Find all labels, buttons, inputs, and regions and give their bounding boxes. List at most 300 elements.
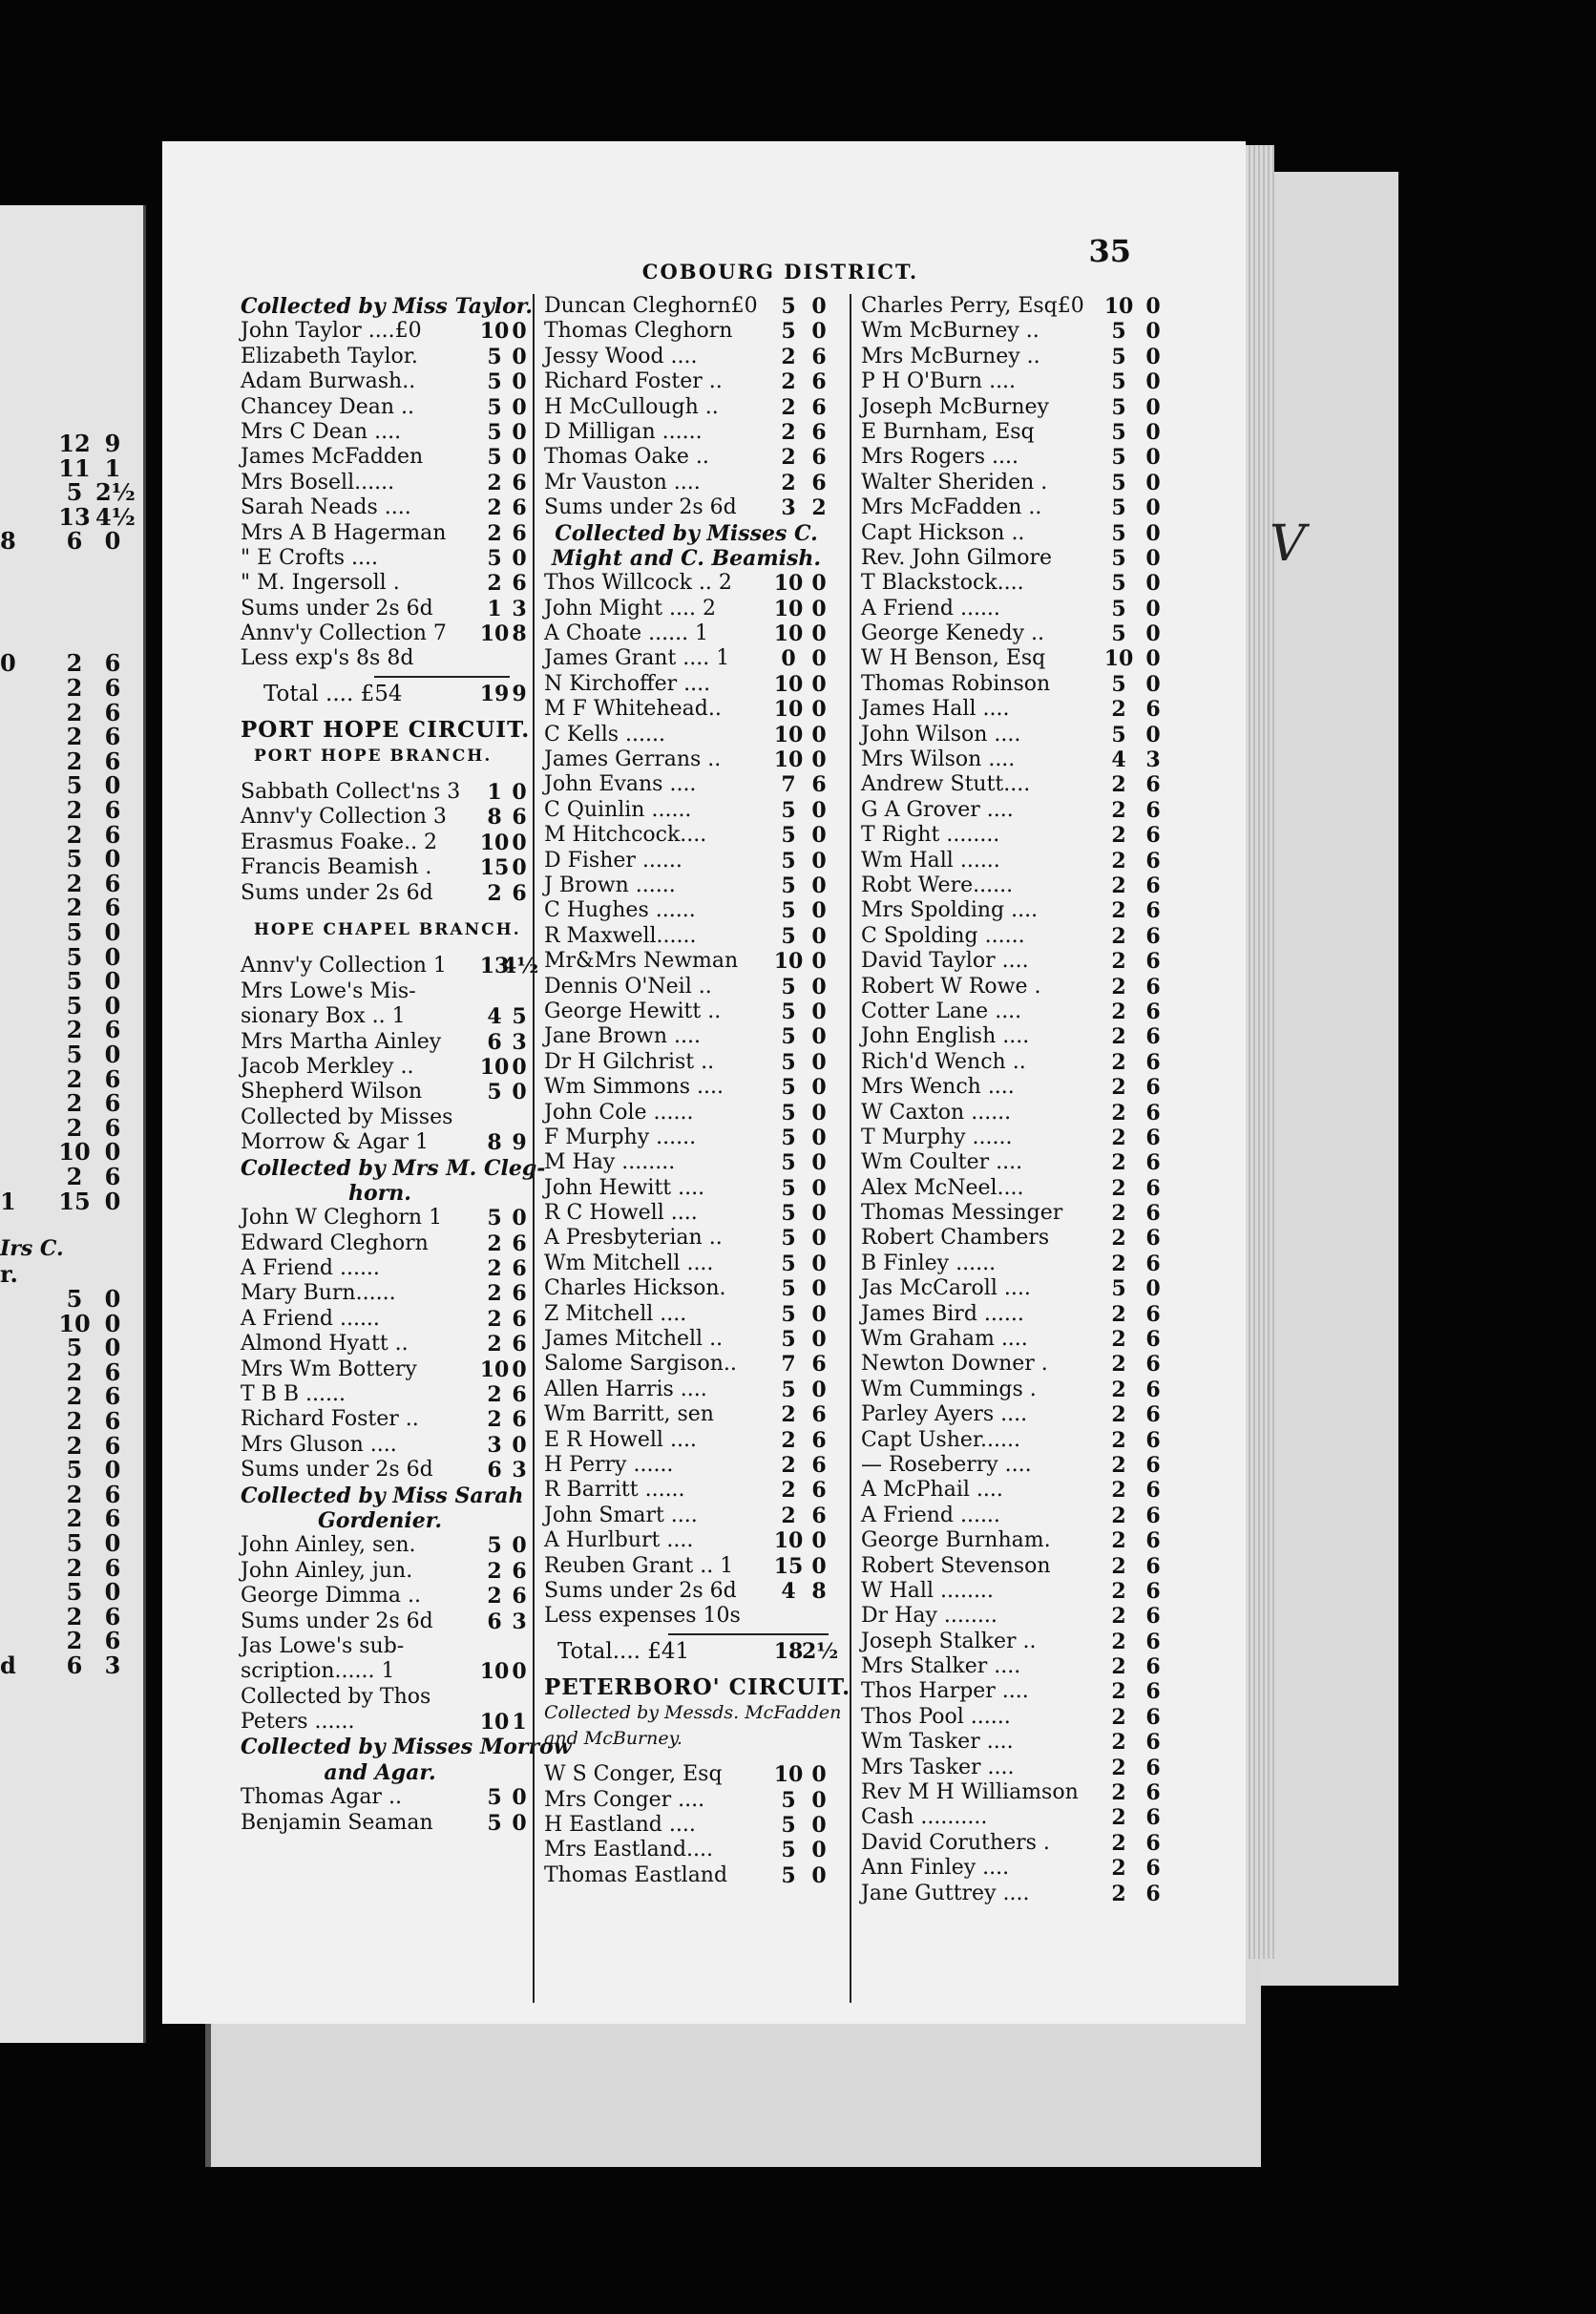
pence-value: 8	[512, 621, 527, 647]
ledger-row	[241, 621, 527, 647]
ledger-row	[851, 1453, 1166, 1478]
shillings-value: 2	[781, 470, 796, 495]
rule-line	[535, 1630, 838, 1639]
entry-name: Chancey Dean ..	[241, 394, 414, 419]
ledger-row	[535, 747, 838, 772]
pence-value: 0	[811, 949, 827, 975]
pence-value: 6	[1145, 1201, 1161, 1227]
entry-name: A Friend ......	[241, 1306, 380, 1331]
ledger-row	[535, 1504, 838, 1528]
fragment-value: 6	[104, 1407, 121, 1435]
ledger-row	[535, 772, 838, 797]
pence-value: 6	[1145, 772, 1161, 798]
entry-name: Wm Cummings .	[861, 1377, 1037, 1401]
shillings-value: 15	[773, 1553, 804, 1579]
shillings-value: 7	[781, 772, 796, 798]
entry-name: W S Conger, Esq	[544, 1762, 723, 1787]
pence-value: 0	[811, 1528, 827, 1554]
fragment-value: 2	[66, 820, 83, 849]
entry-name: Cotter Lane ....	[861, 999, 1022, 1023]
shillings-value: 10	[773, 621, 804, 647]
pence-value: 6	[1145, 923, 1161, 949]
ledger-row	[535, 571, 838, 596]
entry-name: Wm Coulter ....	[861, 1150, 1023, 1175]
entry-name: Less expenses 10s	[544, 1604, 741, 1629]
entry-name: Mrs Wilson ....	[861, 747, 1016, 772]
ledger-row	[851, 1327, 1166, 1352]
entry-name: M F Whitehead..	[544, 697, 722, 722]
shillings-value: 4	[781, 1578, 796, 1604]
shillings-value: 10	[479, 1054, 510, 1080]
ledger-row	[535, 1378, 838, 1402]
ledger-row	[851, 1402, 1166, 1427]
entry-name: T B B ......	[241, 1382, 346, 1407]
entry-name: G A Grover ....	[861, 797, 1014, 822]
shillings-value: 5	[487, 369, 502, 395]
fragment-value: 0	[104, 1309, 121, 1337]
fragment-value: 0	[104, 991, 121, 1020]
pence-value: 0	[512, 830, 527, 855]
margin-pencil-mark: V	[1270, 515, 1306, 573]
ledger-row	[851, 723, 1166, 747]
entry-name: George Kenedy ..	[861, 621, 1044, 646]
section-heading	[241, 1735, 572, 1760]
pence-value: 6	[512, 1231, 527, 1256]
ledger-row	[851, 1805, 1166, 1830]
fragment-value: 0	[104, 527, 121, 556]
ledger-row	[535, 1024, 838, 1049]
shillings-value: 2	[1111, 1075, 1126, 1101]
pence-value: 6	[1145, 1402, 1161, 1428]
pence-value: 6	[811, 419, 827, 445]
fragment-value: 0	[104, 967, 121, 996]
entry-name: Mrs Lowe's Mis-	[241, 978, 416, 1003]
pence-value: 6	[512, 1382, 527, 1408]
entry-name: Mrs Eastland....	[544, 1838, 714, 1862]
fragment-value: 2	[66, 723, 83, 751]
column-1	[241, 294, 572, 2003]
pence-value: 3	[512, 596, 527, 621]
ledger-row	[851, 445, 1166, 470]
pence-value: 6	[811, 369, 827, 395]
entry-name: Wm Tasker ....	[861, 1730, 1014, 1755]
entry-name: Ann Finley ....	[861, 1856, 1010, 1881]
ledger-row	[851, 823, 1166, 848]
pence-value: 0	[811, 1276, 827, 1302]
entry-name: Erasmus Foake.. 2	[241, 830, 438, 854]
ledger-row	[851, 319, 1166, 344]
entry-name: Mrs Rogers ....	[861, 445, 1019, 470]
pence-value: 0	[811, 797, 827, 823]
ledger-row	[851, 521, 1166, 546]
spacer	[535, 1751, 838, 1762]
fragment-value: 11	[58, 453, 91, 482]
entry-name: Thomas Messinger	[861, 1201, 1063, 1226]
shillings-value: 2	[487, 1407, 502, 1433]
ledger-row	[241, 1432, 527, 1458]
fragment-value: 6	[104, 649, 121, 678]
fragment-text: 0	[0, 649, 16, 678]
pence-value: 0	[811, 1251, 827, 1276]
shillings-value: 6	[487, 1458, 502, 1483]
entry-name: Dr H Gilchrist ..	[544, 1049, 715, 1074]
entry-name: Mrs Tasker ....	[861, 1755, 1015, 1779]
shillings-value: 5	[781, 294, 796, 319]
shillings-value: 2	[781, 369, 796, 395]
entry-name: D Fisher ......	[544, 848, 682, 873]
entry-name: Thomas Agar ..	[241, 1785, 402, 1810]
entry-name: Total.... £41	[557, 1638, 690, 1664]
pence-value: 0	[512, 445, 527, 471]
shillings-value: 6	[487, 1609, 502, 1634]
shillings-value: 5	[781, 974, 796, 999]
entry-name: James Grant .... 1	[544, 646, 730, 671]
pence-value: 6	[1145, 1125, 1161, 1150]
shillings-value: 10	[479, 1710, 510, 1736]
entry-name: Dr Hay ........	[861, 1604, 998, 1629]
shillings-value: 2	[487, 1584, 502, 1609]
pence-value: 6	[512, 1407, 527, 1433]
entry-name: Wm Simmons ....	[544, 1075, 724, 1100]
shillings-value: 2	[1111, 1881, 1126, 1906]
fragment-value: 15	[58, 1187, 91, 1215]
entry-name: Mrs Wm Bottery	[241, 1357, 417, 1381]
entry-name: Wm Graham ....	[861, 1327, 1028, 1352]
entry-name: John Evans ....	[544, 772, 697, 797]
entry-name: N Kirchoffer ....	[544, 671, 711, 696]
ledger-row	[851, 1705, 1166, 1730]
entry-name: Capt Hickson ..	[861, 520, 1025, 545]
fragment-value: 0	[104, 942, 121, 971]
shillings-value: 5	[781, 1226, 796, 1252]
shillings-value: 5	[781, 1150, 796, 1176]
pence-value: 0	[512, 344, 527, 369]
pence-value: 0	[811, 1377, 827, 1402]
entry-name: C Kells ......	[544, 722, 666, 747]
pence-value: 6	[1145, 873, 1161, 898]
entry-name: Andrew Stutt....	[861, 772, 1031, 797]
ledger-row	[241, 646, 519, 671]
pence-value: 6	[1145, 898, 1161, 924]
entry-name: Wm Hall ......	[861, 848, 1000, 873]
ledger-row	[535, 1176, 838, 1201]
entry-name: Collected by Mrs M. Cleg-	[241, 1155, 546, 1181]
pence-value: 6	[811, 1427, 827, 1453]
entry-name: Cash ..........	[861, 1805, 988, 1830]
shillings-value: 5	[781, 1049, 796, 1075]
shillings-value: 2	[1111, 923, 1126, 949]
ledger-row	[535, 949, 838, 974]
shillings-value: 10	[479, 319, 510, 345]
ledger-row	[851, 471, 1166, 495]
entry-name: C Spolding ......	[861, 923, 1025, 948]
ledger-row	[241, 1558, 527, 1584]
ledger-row	[241, 1206, 527, 1231]
entry-name: George Dimma ..	[241, 1584, 421, 1609]
entry-name: Rev. John Gilmore	[861, 545, 1053, 570]
entry-name: Edward Cleghorn	[241, 1231, 429, 1255]
shillings-value: 5	[487, 1533, 502, 1559]
entry-name: James Bird ......	[861, 1301, 1024, 1326]
ledger-row	[851, 1554, 1166, 1579]
entry-name: Allen Harris ....	[544, 1377, 707, 1401]
pence-value: 6	[1145, 1780, 1161, 1806]
pence-value: 0	[811, 999, 827, 1024]
section-heading	[241, 1508, 519, 1533]
ledger-row	[535, 1352, 838, 1377]
pence-value: 0	[512, 780, 527, 806]
shillings-value: 2	[1111, 1503, 1126, 1528]
shillings-value: 5	[781, 1276, 796, 1302]
section-heading	[241, 1181, 519, 1206]
running-head: COBOURG DISTRICT.	[641, 260, 919, 284]
pence-value: 6	[512, 495, 527, 521]
entry-name: Adam Burwash..	[241, 369, 416, 394]
ledger-row	[241, 1710, 527, 1736]
fragment-value: 5	[66, 918, 83, 946]
pence-value: 6	[1145, 1024, 1161, 1050]
fragment-value: 5	[66, 1578, 83, 1607]
shillings-value: 2	[487, 1558, 502, 1584]
branch-heading	[241, 917, 519, 942]
shillings-value: 5	[1111, 545, 1126, 571]
ledger-row	[241, 1458, 527, 1483]
fragment-value: 2	[66, 796, 83, 824]
pence-value: 0	[512, 1357, 527, 1382]
pence-value: 6	[811, 1352, 827, 1378]
pence-value: 0	[1145, 646, 1161, 672]
pence-value: 0	[512, 1659, 527, 1685]
ledger-row	[851, 1654, 1166, 1679]
ledger-row	[851, 571, 1166, 596]
entry-name: T Blackstock....	[861, 571, 1024, 596]
ledger-row	[851, 1226, 1166, 1251]
ledger-row	[241, 1584, 527, 1609]
ledger-row	[851, 345, 1166, 369]
entry-name: scription...... 1	[241, 1659, 395, 1684]
fragment-value: 0	[104, 771, 121, 800]
pence-value: 0	[811, 747, 827, 773]
entry-name: PORT HOPE CIRCUIT.	[241, 717, 531, 744]
entry-name: Collected by Messds. McFadden	[544, 1702, 842, 1724]
entry-name: James McFadden	[241, 445, 424, 470]
ledger-row	[535, 445, 838, 470]
entry-name: Robert Chambers	[861, 1226, 1050, 1251]
pence-value: 0	[811, 722, 827, 747]
entry-name: Jas McCaroll ....	[861, 1276, 1031, 1301]
shillings-value: 2	[1111, 1629, 1126, 1654]
pence-value: 3	[1145, 747, 1161, 773]
ledger-row	[241, 394, 527, 420]
pence-value: 0	[811, 823, 827, 849]
pence-value: 2	[811, 495, 827, 521]
shillings-value: 5	[781, 999, 796, 1024]
ledger-row	[851, 999, 1166, 1024]
pence-value: 6	[1145, 1377, 1161, 1402]
fragment-value: 5	[66, 1334, 83, 1362]
pence-value: 6	[512, 805, 527, 831]
shillings-value: 5	[487, 1080, 502, 1105]
ledger-row	[535, 1478, 838, 1503]
shillings-value: 2	[781, 1402, 796, 1428]
ledger-row	[241, 419, 527, 445]
shillings-value: 1	[487, 596, 502, 621]
fragment-value: 6	[104, 1163, 121, 1190]
pence-value: 0	[1145, 545, 1161, 571]
pence-value: 9	[512, 1130, 527, 1156]
entry-name: Total .... £54	[263, 681, 403, 706]
fragment-value: 9	[104, 430, 121, 457]
ledger-row	[535, 1428, 838, 1453]
pence-value: 0	[512, 394, 527, 420]
entry-name: Wm Mitchell ....	[544, 1251, 714, 1275]
ledger-row	[241, 445, 527, 471]
shillings-value: 5	[781, 1100, 796, 1125]
shillings-value: 5	[1111, 470, 1126, 495]
fragment-value: 13	[58, 502, 91, 531]
entry-name: Thomas Cleghorn	[544, 319, 733, 344]
entry-name: Mrs C Dean ....	[241, 419, 402, 444]
ledger-row	[851, 1856, 1166, 1881]
shillings-value: 2	[487, 1231, 502, 1256]
ledger-row	[851, 1630, 1166, 1654]
ledger-row	[535, 873, 838, 898]
shillings-value: 10	[773, 596, 804, 621]
entry-name: A Choate ...... 1	[544, 621, 709, 646]
entry-name: R Barritt ......	[544, 1478, 685, 1503]
pence-value: 0	[512, 1432, 527, 1458]
pence-value: 6	[811, 445, 827, 471]
shillings-value: 10	[773, 1528, 804, 1554]
fragment-row	[0, 1651, 143, 1680]
shillings-value: 5	[781, 797, 796, 823]
shillings-value: 2	[781, 1427, 796, 1453]
fragment-value: 10	[58, 1309, 91, 1337]
entry-name: Collected by Thos	[241, 1684, 431, 1709]
pence-value: 0	[512, 1206, 527, 1231]
ledger-row	[851, 1528, 1166, 1553]
ledger-row	[851, 1428, 1166, 1453]
ledger-row	[241, 520, 527, 546]
fragment-value: 5	[66, 1041, 83, 1068]
shillings-value: 5	[781, 1327, 796, 1353]
shillings-value: 2	[781, 1478, 796, 1504]
ledger-row	[535, 597, 838, 621]
section-heading	[241, 1760, 519, 1785]
ledger-row	[535, 395, 838, 420]
fragment-value: 2	[66, 869, 83, 897]
pence-value: 6	[811, 1478, 827, 1504]
shillings-value: 5	[781, 1175, 796, 1201]
entry-name: Mrs Gluson ....	[241, 1432, 397, 1457]
entry-name: Annv'y Collection 7	[241, 621, 447, 646]
shillings-value: 2	[1111, 797, 1126, 823]
shillings-value: 2	[1111, 1478, 1126, 1504]
shillings-value: 5	[781, 923, 796, 949]
entry-name: Sabbath Collect'ns 3	[241, 780, 461, 805]
pence-value: 0	[811, 294, 827, 319]
entry-name: Capt Usher......	[861, 1427, 1020, 1452]
entry-name: C Quinlin ......	[544, 797, 692, 822]
pence-value: 0	[811, 923, 827, 949]
ledger-row	[851, 1024, 1166, 1049]
pence-value: 6	[1145, 1629, 1161, 1654]
shillings-value: 2	[487, 520, 502, 546]
shillings-value: 2	[781, 419, 796, 445]
pence-value: 0	[512, 419, 527, 445]
pence-value: 0	[512, 1054, 527, 1080]
ledger-row	[241, 1810, 527, 1836]
entry-name: PETERBORO' CIRCUIT.	[544, 1674, 851, 1701]
pence-value: 0	[512, 1785, 527, 1811]
entry-name: W Caxton ......	[861, 1100, 1012, 1125]
ledger-row	[241, 1407, 527, 1433]
entry-name: Thos Willcock .. 2	[544, 571, 732, 596]
shillings-value: 2	[1111, 1679, 1126, 1705]
shillings-value: 2	[1111, 1704, 1126, 1730]
circuit-heading	[535, 1674, 851, 1701]
ledger-row	[535, 849, 838, 873]
fragment-value: 5	[66, 1285, 83, 1313]
pence-value: 6	[1145, 1805, 1161, 1831]
entry-name: Sums under 2s 6d	[544, 495, 737, 520]
shillings-value: 10	[479, 1357, 510, 1382]
fragment-value: 6	[104, 1553, 121, 1582]
ledger-row	[241, 1231, 527, 1256]
pence-value: 6	[1145, 1301, 1161, 1327]
entry-name: Almond Hyatt ..	[241, 1332, 409, 1357]
fragment-value: 6	[104, 1382, 121, 1411]
ledger-row	[241, 470, 527, 495]
shillings-value: 2	[1111, 1830, 1126, 1856]
ledger-row	[241, 545, 527, 571]
pence-value: 0	[811, 571, 827, 597]
ledger-row	[241, 1054, 527, 1080]
ledger-row	[241, 1382, 527, 1408]
entry-name: Gordenier.	[317, 1507, 442, 1533]
entry-name: James Hall ....	[861, 697, 1010, 722]
fragment-value: 5	[66, 942, 83, 971]
pence-value: 0	[1145, 571, 1161, 597]
fragment-value: 0	[104, 1578, 121, 1607]
fragment-value: 0	[104, 1285, 121, 1313]
entry-name: Mrs Stalker ....	[861, 1654, 1021, 1679]
ledger-row	[851, 1679, 1166, 1704]
ledger-row	[851, 1050, 1166, 1075]
pence-value: 6	[811, 1402, 827, 1428]
spacer	[241, 906, 519, 917]
entry-name: Thomas Oake ..	[544, 445, 709, 470]
shillings-value: 10	[773, 571, 804, 597]
pence-value: 6	[512, 1332, 527, 1357]
entry-name: A Friend ......	[861, 596, 1000, 621]
entry-name: John W Cleghorn 1	[241, 1206, 443, 1231]
entry-name: Thos Harper ....	[861, 1679, 1029, 1704]
ledger-row	[535, 975, 838, 999]
ledger-row	[535, 1554, 838, 1579]
entry-name: Alex McNeel....	[861, 1175, 1024, 1200]
shillings-value: 2	[1111, 772, 1126, 798]
ledger-row	[241, 805, 527, 831]
fragment-value: 2	[66, 1553, 83, 1582]
shillings-value: 2	[1111, 848, 1126, 873]
pence-value: 0	[811, 848, 827, 873]
pence-value: 0	[811, 1762, 827, 1788]
shillings-value: 2	[1111, 949, 1126, 975]
ledger-row	[535, 345, 838, 369]
ledger-row	[851, 1882, 1166, 1906]
ledger-row	[535, 495, 838, 520]
